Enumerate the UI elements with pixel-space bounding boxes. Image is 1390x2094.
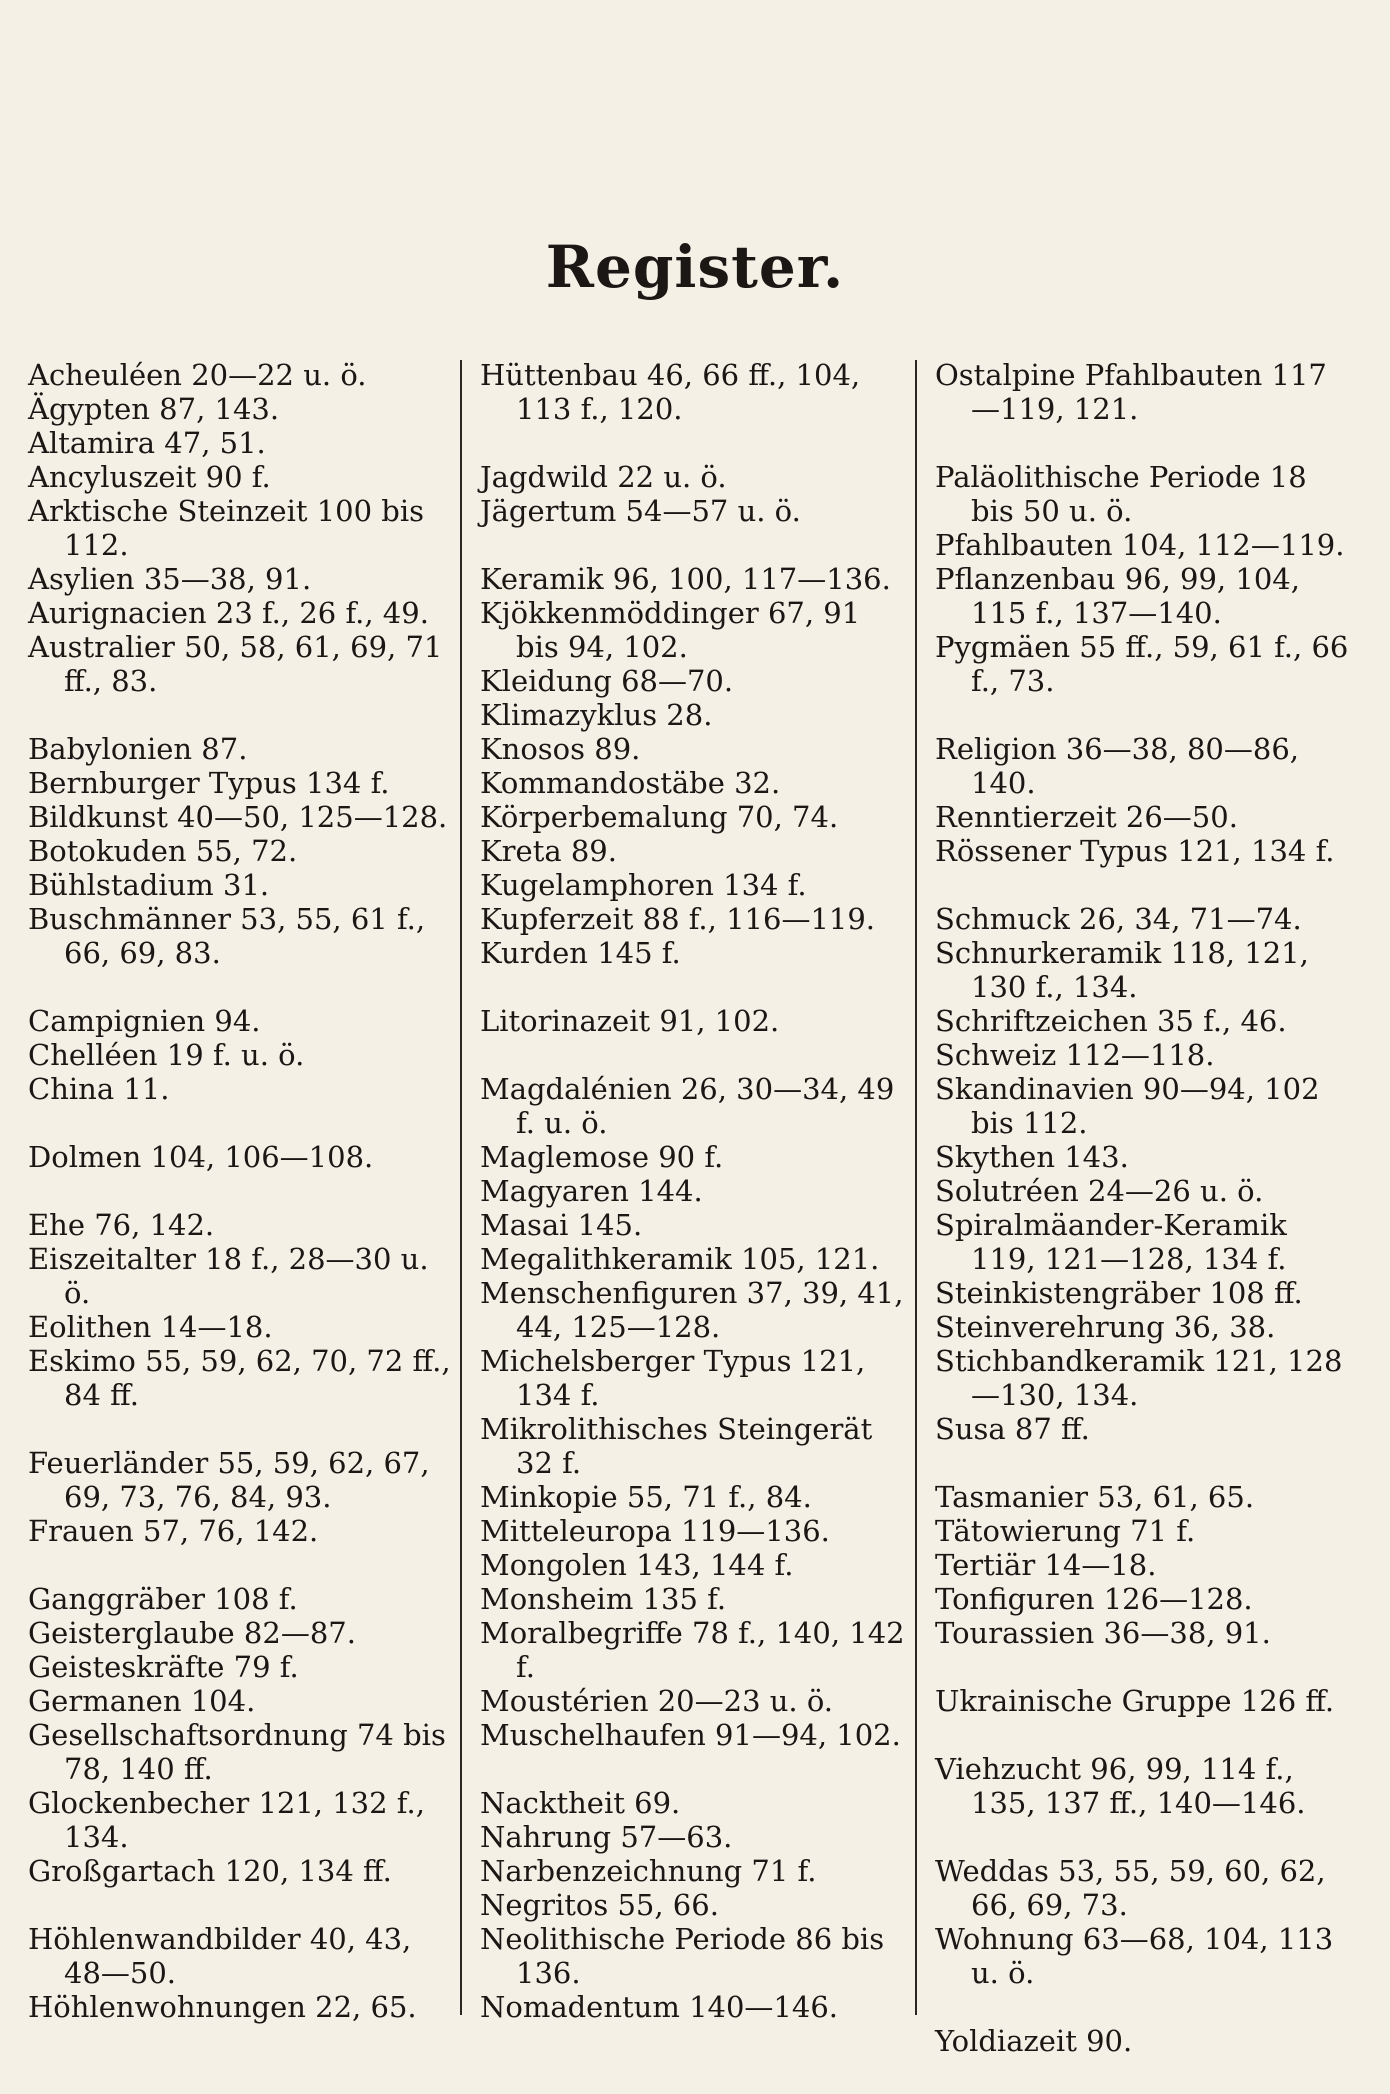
index-entry: Tätowierung 71 f.	[935, 1514, 1196, 1548]
index-entry: Feuerländer 55, 59, 62, 67, 69, 73, 76, 84, 93.	[28, 1446, 430, 1514]
index-entry: Großgartach 120, 134 ff.	[28, 1854, 392, 1888]
index-entry: Negritos 55, 66.	[480, 1888, 719, 1922]
index-group	[935, 902, 1355, 1446]
index-group	[935, 1752, 1355, 1820]
index-entry: Höhlenwandbilder 40, 43, 48—50.	[28, 1922, 412, 1990]
index-group	[28, 1922, 453, 2024]
index-group	[28, 1140, 453, 1174]
index-entry: Campignien 94.	[28, 1004, 261, 1038]
index-entry: Kupferzeit 88 f., 116—119.	[480, 902, 876, 936]
index-entry: Yoldiazeit 90.	[935, 2024, 1133, 2058]
index-entry: Neolithische Periode 86 bis 136.	[480, 1922, 885, 1990]
index-entry: Chelléen 19 f. u. ö.	[28, 1038, 305, 1072]
index-entry: Schweiz 112—118.	[935, 1038, 1215, 1072]
index-entry: Eolithen 14—18.	[28, 1310, 273, 1344]
index-entry: Steinverehrung 36, 38.	[935, 1310, 1276, 1344]
index-entry: Weddas 53, 55, 59, 60, 62, 66, 69, 73.	[935, 1854, 1326, 1922]
index-entry: Jagdwild 22 u. ö.	[480, 460, 727, 494]
index-entry: Bühlstadium 31.	[28, 868, 270, 902]
index-entry: Masai 145.	[480, 1208, 643, 1242]
index-entry: Kugelamphoren 134 f.	[480, 868, 807, 902]
index-group	[28, 1004, 453, 1106]
index-entry: Nacktheit 69.	[480, 1786, 681, 1820]
index-entry: Religion 36—38, 80—86, 140.	[935, 732, 1300, 800]
index-entry: Schmuck 26, 34, 71—74.	[935, 902, 1302, 936]
index-entry: Schnurkeramik 118, 121, 130 f., 134.	[935, 936, 1309, 1004]
index-group	[935, 1480, 1355, 1650]
index-entry: Keramik 96, 100, 117—136.	[480, 562, 891, 596]
column-divider	[915, 360, 917, 2015]
index-entry: Magyaren 144.	[480, 1174, 703, 1208]
index-entry: Renntierzeit 26—50.	[935, 800, 1238, 834]
column-divider	[460, 360, 462, 2015]
index-entry: Höhlenwohnungen 22, 65.	[28, 1990, 417, 2024]
index-entry: Bernburger Typus 134 f.	[28, 766, 390, 800]
index-entry: Paläolithische Periode 18 bis 50 u. ö.	[935, 460, 1307, 528]
index-entry: Nomadentum 140—146.	[480, 1990, 838, 2024]
index-column-3	[935, 358, 1355, 2092]
index-entry: Rössener Typus 121, 134 f.	[935, 834, 1335, 868]
index-group	[28, 732, 453, 970]
index-group	[480, 562, 908, 970]
index-group	[28, 1446, 453, 1548]
index-group	[28, 1208, 453, 1412]
index-entry: Kleidung 68—70.	[480, 664, 734, 698]
index-entry: Arktische Steinzeit 100 bis 112.	[28, 494, 425, 562]
index-group	[935, 358, 1355, 426]
index-entry: Skythen 143.	[935, 1140, 1129, 1174]
index-entry: Moustérien 20—23 u. ö.	[480, 1684, 834, 1718]
index-entry: Germanen 104.	[28, 1684, 256, 1718]
index-entry: Körperbemalung 70, 74.	[480, 800, 839, 834]
index-entry: Eiszeitalter 18 f., 28—30 u. ö.	[28, 1242, 429, 1310]
index-group	[480, 460, 908, 528]
index-entry: Tonfiguren 126—128.	[935, 1582, 1253, 1616]
index-entry: Megalithkeramik 105, 121.	[480, 1242, 880, 1276]
index-entry: Wohnung 63—68, 104, 113 u. ö.	[935, 1922, 1334, 1990]
index-entry: Litorinazeit 91, 102.	[480, 1004, 780, 1038]
index-entry: Spiralmäander-Keramik 119, 121—128, 134 f.	[935, 1208, 1287, 1276]
index-entry: Muschelhaufen 91—94, 102.	[480, 1718, 901, 1752]
index-entry: Geisterglaube 82—87.	[28, 1616, 356, 1650]
index-column-1	[28, 358, 453, 2058]
index-entry: Narbenzeichnung 71 f.	[480, 1854, 817, 1888]
index-group	[480, 1072, 908, 1752]
index-entry: Nahrung 57—63.	[480, 1820, 733, 1854]
index-entry: Moralbegriffe 78 f., 140, 142 f.	[480, 1616, 905, 1684]
index-entry: Stichbandkeramik 121, 128—130, 134.	[935, 1344, 1343, 1412]
index-entry: Ganggräber 108 f.	[28, 1582, 298, 1616]
index-entry: Pfahlbauten 104, 112—119.	[935, 528, 1345, 562]
index-entry: Frauen 57, 76, 142.	[28, 1514, 319, 1548]
index-entry: Skandinavien 90—94, 102 bis 112.	[935, 1072, 1320, 1140]
index-entry: Ägypten 87, 143.	[28, 392, 280, 426]
index-entry: Tertiär 14—18.	[935, 1548, 1157, 1582]
index-entry: Ehe 76, 142.	[28, 1208, 215, 1242]
index-entry: Ancyluszeit 90 f.	[28, 460, 271, 494]
index-entry: Pygmäen 55 ff., 59, 61 f., 66 f., 73.	[935, 630, 1349, 698]
index-entry: Maglemose 90 f.	[480, 1140, 724, 1174]
index-entry: Steinkistengräber 108 ff.	[935, 1276, 1303, 1310]
index-group	[480, 358, 908, 426]
index-entry: Glockenbecher 121, 132 f., 134.	[28, 1786, 425, 1854]
index-entry: Botokuden 55, 72.	[28, 834, 298, 868]
index-group	[935, 460, 1355, 698]
index-entry: Mikrolithisches Steingerät 32 f.	[480, 1412, 873, 1480]
index-entry: Ostalpine Pfahlbauten 117—119, 121.	[935, 358, 1327, 426]
index-column-2	[480, 358, 908, 2058]
index-entry: Solutréen 24—26 u. ö.	[935, 1174, 1264, 1208]
index-group	[28, 1582, 453, 1888]
index-entry: Michelsberger Typus 121, 134 f.	[480, 1344, 866, 1412]
index-entry: Monsheim 135 f.	[480, 1582, 727, 1616]
index-entry: Tasmanier 53, 61, 65.	[935, 1480, 1255, 1514]
index-entry: Ukrainische Gruppe 126 ff.	[935, 1684, 1335, 1718]
index-entry: Magdalénien 26, 30—34, 49 f. u. ö.	[480, 1072, 895, 1140]
index-entry: Babylonien 87.	[28, 732, 248, 766]
index-entry: Gesellschaftsordnung 74 bis 78, 140 ff.	[28, 1718, 446, 1786]
index-entry: Acheuléen 20—22 u. ö.	[28, 358, 367, 392]
index-entry: Aurignacien 23 f., 26 f., 49.	[28, 596, 429, 630]
index-entry: Buschmänner 53, 55, 61 f., 66, 69, 83.	[28, 902, 426, 970]
index-entry: Tourassien 36—38, 91.	[935, 1616, 1271, 1650]
index-group	[935, 1684, 1355, 1718]
index-entry: Mitteleuropa 119—136.	[480, 1514, 830, 1548]
index-entry: Kurden 145 f.	[480, 936, 681, 970]
index-entry: Australier 50, 58, 61, 69, 71 ff., 83.	[28, 630, 443, 698]
index-entry: Kommandostäbe 32.	[480, 766, 781, 800]
index-entry: Kjökkenmöddinger 67, 91 bis 94, 102.	[480, 596, 861, 664]
index-entry: Knosos 89.	[480, 732, 641, 766]
index-group	[480, 1786, 908, 2024]
index-entry: Geisteskräfte 79 f.	[28, 1650, 299, 1684]
index-entry: Dolmen 104, 106—108.	[28, 1140, 374, 1174]
index-entry: Minkopie 55, 71 f., 84.	[480, 1480, 812, 1514]
index-entry: Bildkunst 40—50, 125—128.	[28, 800, 448, 834]
index-entry: Hüttenbau 46, 66 ff., 104, 113 f., 120.	[480, 358, 861, 426]
index-group	[935, 1854, 1355, 1990]
index-entry: Mongolen 143, 144 f.	[480, 1548, 794, 1582]
index-entry: Susa 87 ff.	[935, 1412, 1090, 1446]
index-entry: Kreta 89.	[480, 834, 617, 868]
index-entry: Asylien 35—38, 91.	[28, 562, 312, 596]
index-group	[935, 732, 1355, 868]
index-entry: Viehzucht 96, 99, 114 f., 135, 137 ff., 140—146.	[935, 1752, 1306, 1820]
index-entry: China 11.	[28, 1072, 170, 1106]
index-entry: Menschenfiguren 37, 39, 41, 44, 125—128.	[480, 1276, 904, 1344]
index-entry: Jägertum 54—57 u. ö.	[480, 494, 801, 528]
index-entry: Schriftzeichen 35 f., 46.	[935, 1004, 1287, 1038]
index-entry: Altamira 47, 51.	[28, 426, 266, 460]
index-group	[935, 2024, 1355, 2058]
index-group	[28, 358, 453, 698]
index-entry: Pflanzenbau 96, 99, 104, 115 f., 137—140.	[935, 562, 1300, 630]
index-group	[480, 1004, 908, 1038]
page-title: Register.	[545, 233, 845, 301]
index-entry: Eskimo 55, 59, 62, 70, 72 ff., 84 ff.	[28, 1344, 451, 1412]
index-entry: Klimazyklus 28.	[480, 698, 713, 732]
